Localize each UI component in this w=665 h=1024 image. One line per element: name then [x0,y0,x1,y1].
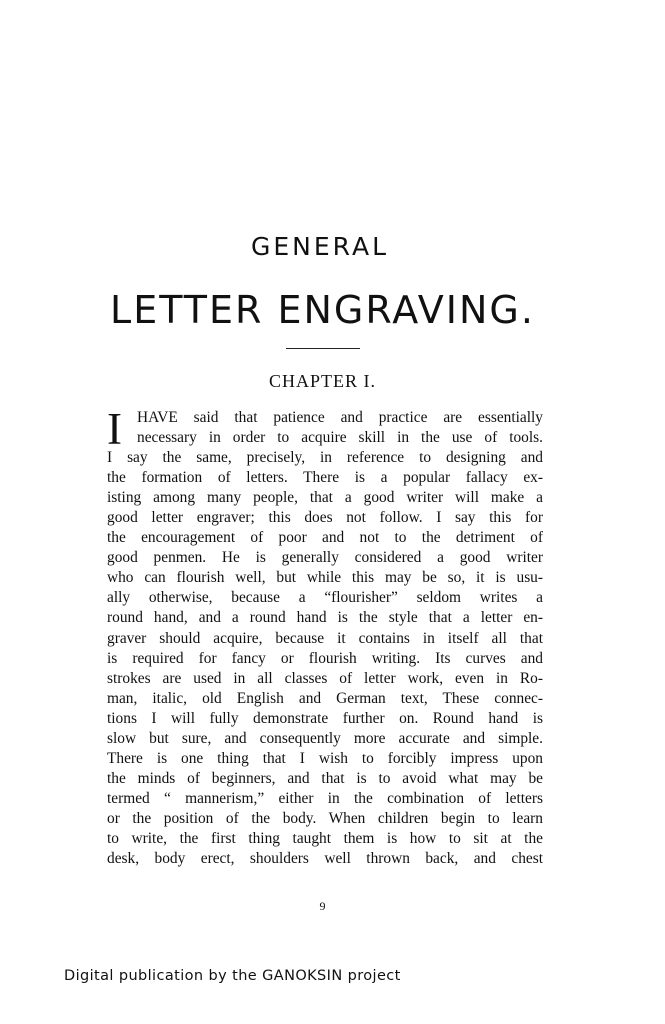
footer-credit: Digital publication by the GANOKSIN project [64,968,401,984]
page-title: LETTER ENGRAVING. [110,288,535,332]
text-line: strokes are used in all classes of letter work, even in Ro- [107,669,543,687]
text-line: ally otherwise, because a “flourisher” seldom writes a [107,589,543,607]
text-line: round hand, and a round hand is the style that a letter en- [107,609,543,627]
title-line-general: GENERAL [250,232,390,261]
drop-cap: I [107,404,122,454]
text-line: who can flourish well, but while this may be so, it is usu- [107,569,543,587]
text-line: to write, the first thing taught them is how to sit at the [107,829,543,847]
text-line: the encouragement of poor and not to the detriment of [107,529,543,547]
text-line: good letter engraver; this does not follow. I say this for [107,509,543,527]
text-line: graver should acquire, because it contains in itself all that [107,629,543,647]
text-line: HAVE said that patience and practice are essentially [137,409,543,426]
text-line: There is one thing that I wish to forcibly impress upon [107,749,543,767]
text-line: the minds of beginners, and that is to avoid what may be [107,769,543,787]
text-line: tions I will fully demonstrate further on. Round hand is [107,709,543,727]
text-line: necessary in order to acquire skill in the use of tools. [137,429,543,447]
text-line: termed “ mannerism,” either in the combination of letters [107,789,543,807]
text-line: desk, body erect, shoulders well thrown back, and chest [107,850,543,868]
text-line: good penmen. He is generally considered a good writer [107,549,543,567]
text-line: the formation of letters. There is a popular fallacy ex- [107,469,543,487]
chapter-heading: CHAPTER I. [268,371,376,391]
page-number: 9 [319,899,326,913]
text-line: slow but sure, and consequently more accurate and simple. [107,729,543,747]
text-line: or the position of the body. When children begin to learn [107,809,543,827]
text-line: isting among many people, that a good writer will make a [107,489,543,507]
text-line: is required for fancy or flourish writing. Its curves and [107,649,543,667]
text-line: man, italic, old English and German text, These connec- [107,689,543,707]
title-divider-rule [286,348,360,349]
text-line: I say the same, precisely, in reference to designing and [107,449,543,467]
body-paragraph [107,404,543,869]
